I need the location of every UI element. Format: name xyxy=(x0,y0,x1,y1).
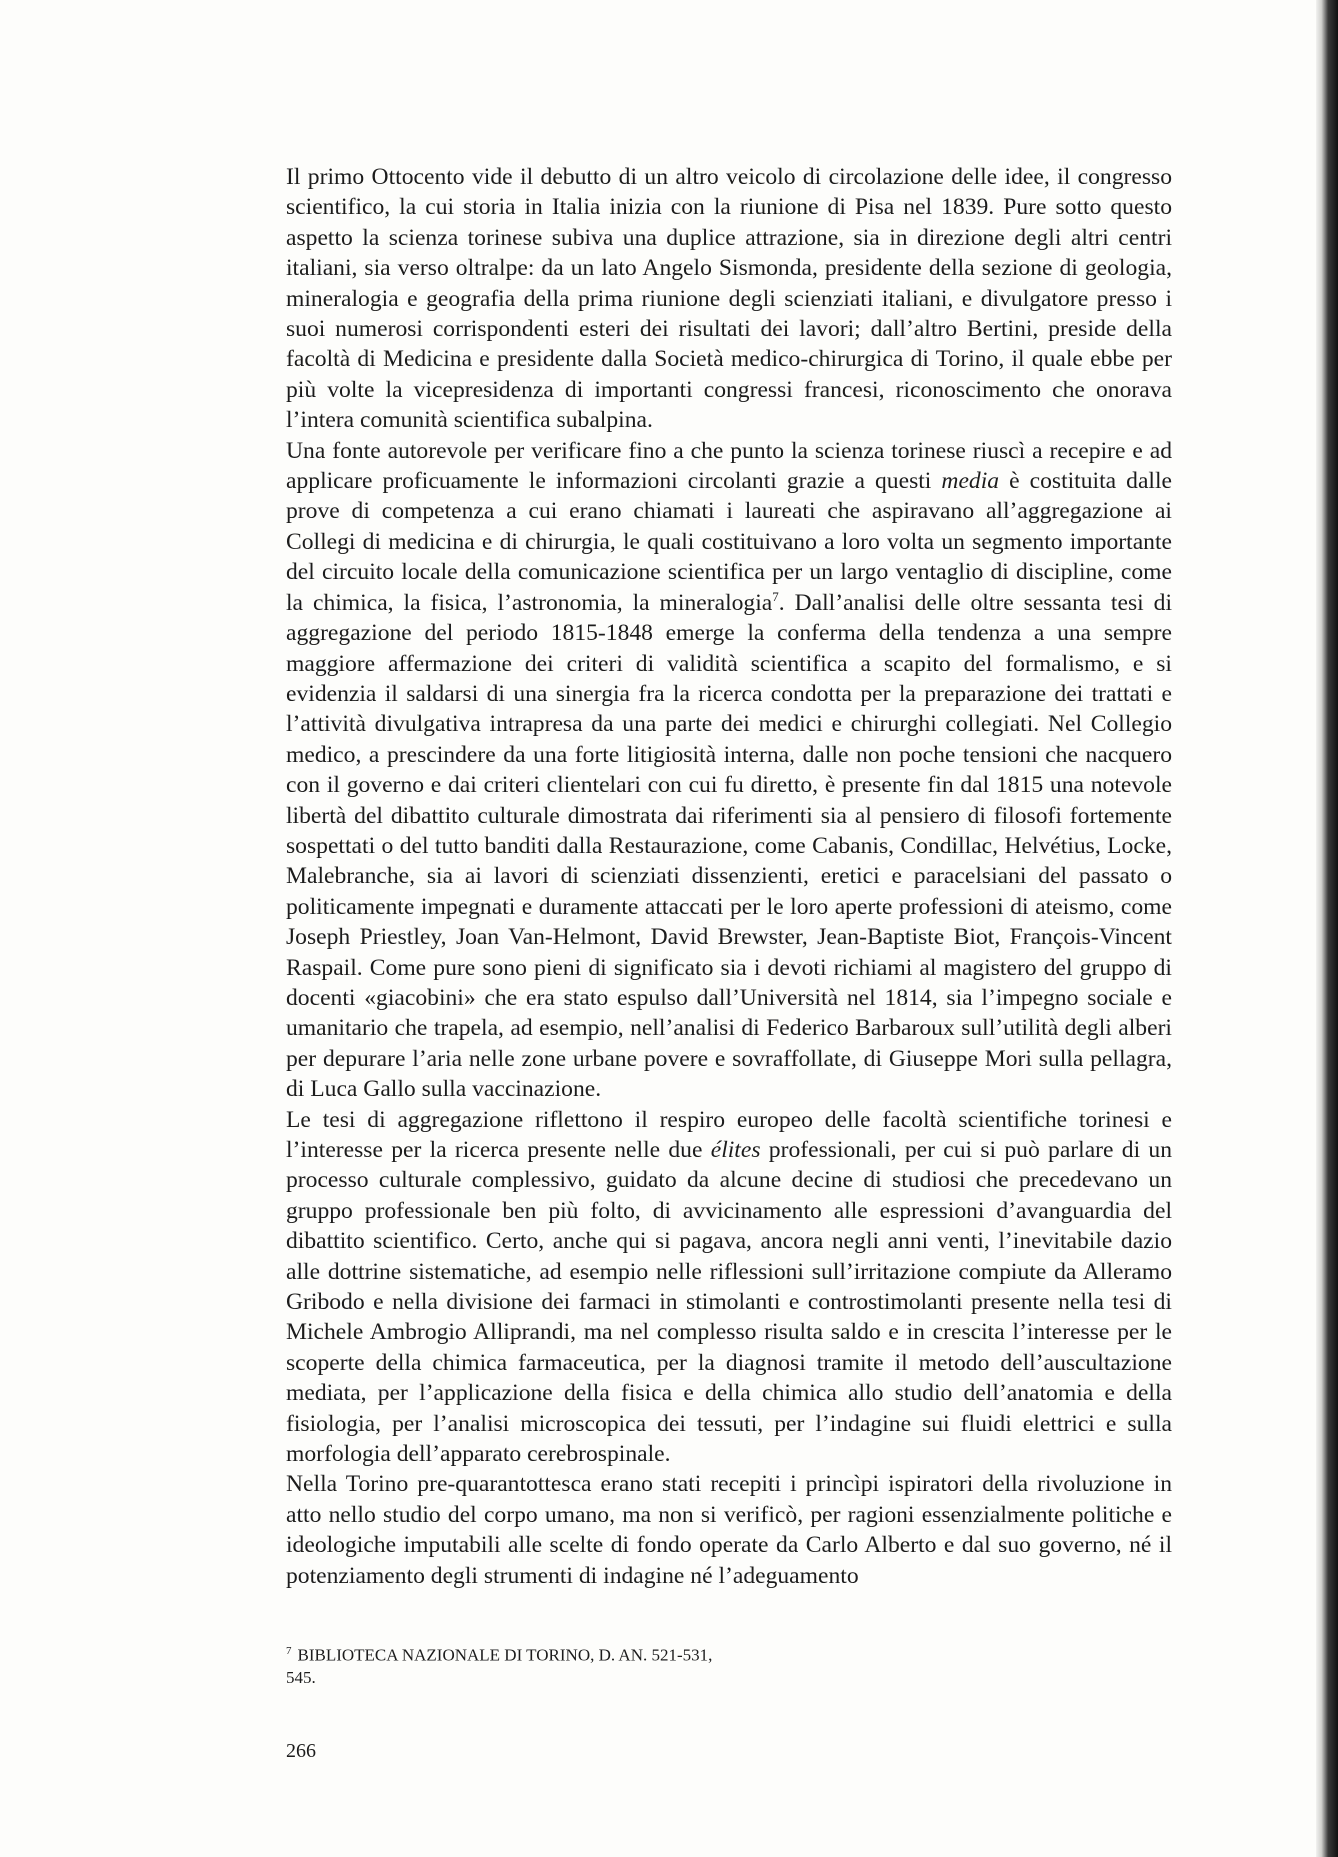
paragraph-3-italic-elites: élites xyxy=(710,1137,761,1163)
paragraph-2-italic-media: media xyxy=(941,468,1000,495)
footnote-reference: 7 xyxy=(772,588,779,604)
body-text xyxy=(286,162,1172,1591)
paragraph-1 xyxy=(286,162,1172,436)
footnote-mark: 7 xyxy=(286,1645,292,1657)
paragraph-3-text-b: professionali, per cui si può parlare di un processo culturale complessivo, guidato da alcune decine di studiosi che precedevano un gruppo professionale ben più folto, di avvicinamento alle espressioni d’avanguardia del dibattito scientifico. Certo, anche qui si pagava, ancora negli anni venti, l’inevitabile dazio alle dottrine sistematiche, ad esempio nelle riflessioni sull’irritazione compiute da Alleramo Gribodo e nella divisione dei farmaci in stimolanti e controstimolanti presente nella tesi di Michele Ambrogio Alliprandi, ma nel complesso risulta saldo e in crescita l’interesse per le scoperte della chimica farmaceutica, per la diagnosi tramite il metodo dell’auscultazione mediata, per l’applicazione della fisica e della chimica allo studio dell’anatomia e della fisiologia, per l’analisi microscopica dei tessuti, per l’indagine sui fluidi elettrici e sulla morfologia dell’apparato cerebrospinale. xyxy=(286,1137,1172,1468)
paragraph-3 xyxy=(286,1105,1172,1470)
paragraph-2-text-a: Una fonte autorevole per verificare fino a che punto la scienza torinese riuscì a recepire e ad applicare proficuamente le informazioni circolanti grazie a questi xyxy=(286,437,1172,495)
paragraph-3-text-a: Le tesi di aggregazione riflettono il respiro europeo delle facoltà scientifiche torinesi e l’interesse per la ricerca presente nelle due xyxy=(286,1106,1172,1163)
book-spine-shadow xyxy=(1316,0,1338,1857)
paragraph-2-text-b: è costituita dalle prove di competenza a cui erano chiamati i laureati che aspiravano all’aggregazione ai Collegi di medicina e di chirurgia, le quali costituivano a loro volta un segmento importante del circuito locale della comunicazione scientifica per un largo ventaglio di discipline, come la chimica, la fisica, l’astronomia, la mineralogia xyxy=(286,468,1172,616)
footnote xyxy=(286,1640,736,1689)
footnote-text: BIBLIOTECA NAZIONALE DI TORINO, D. AN. 521-531, 545. xyxy=(286,1645,713,1687)
paragraph-4 xyxy=(286,1469,1172,1591)
page-number: 266 xyxy=(286,1740,316,1762)
paragraph-4-text: Nella Torino pre-quarantottesca erano stati recepiti i princìpi ispiratori della rivoluzione in atto nello studio del corpo umano, ma non si verificò, per ragioni essenzialmente politiche e ideologiche imputabili alle scelte di fondo operate da Carlo Alberto e dal suo governo, né il potenziamento degli strumenti di indagine né l’adeguamento xyxy=(286,1471,1172,1589)
paragraph-1-text: Il primo Ottocento vide il debutto di un altro veicolo di circolazione delle idee, il congresso scientifico, la cui storia in Italia inizia con la riunione di Pisa nel 1839. Pure sotto questo aspetto la scienza torinese subiva una duplice attrazione, sia in direzione degli altri centri italiani, sia verso oltralpe: da un lato Angelo Sismonda, presidente della sezione di geologia, mineralogia e geografia della prima riunione degli scienziati italiani, e divulgatore presso i suoi numerosi corrispondenti esteri dei risultati dei lavori; dall’altro Bertini, preside della facoltà di Medicina e presidente dalla Società medico-chirurgica di Torino, il quale ebbe per più volte la vicepresidenza di importanti congressi francesi, riconoscimento che onorava l’intera comunità scientifica subalpina. xyxy=(286,164,1172,434)
paragraph-2-text-c: . Dall’analisi delle oltre sessanta tesi di aggregazione del periodo 1815-1848 emerge la conferma della tendenza a una sempre maggiore affermazione dei criteri di validità scientifica a scapito del formalismo, e si evidenzia il saldarsi di una sinergia fra la ricerca condotta per la preparazione dei trattati e l’attività divulgativa intrapresa da una parte dei medici e chirurghi collegiati. Nel Collegio medico, a prescindere da una forte litigiosità interna, dalle non poche tensioni che nacquero con il governo e dai criteri clientelari con cui fu diretto, è presente fin dal 1815 una notevole libertà del dibattito culturale dimostrata dai riferimenti sia al pensiero di filosofi fortemente sospettati o del tutto banditi dalla Restaurazione, come Cabanis, Condillac, Helvétius, Locke, Malebranche, sia ai lavori di scienziati dissenzienti, eretici e paracelsiani del passato o politicamente impegnati e duramente attaccati per le loro aperte professioni di ateismo, come Joseph Priestley, Joan Van-Helmont, David Brewster, Jean-Baptiste Biot, François-Vincent Raspail. Come pure sono pieni di significato sia i devoti richiami al magistero del gruppo di docenti «giacobini» che era stato espulso dall’Università nel 1814, sia l’impegno sociale e umanitario che trapela, ad esempio, nell’analisi di Federico Barbaroux sull’utilità degli alberi per depurare l’aria nelle zone urbane povere e sovraffollate, di Giuseppe Mori sulla pellagra, di Luca Gallo sulla vaccinazione. xyxy=(286,589,1172,1103)
paragraph-2 xyxy=(286,436,1172,1105)
